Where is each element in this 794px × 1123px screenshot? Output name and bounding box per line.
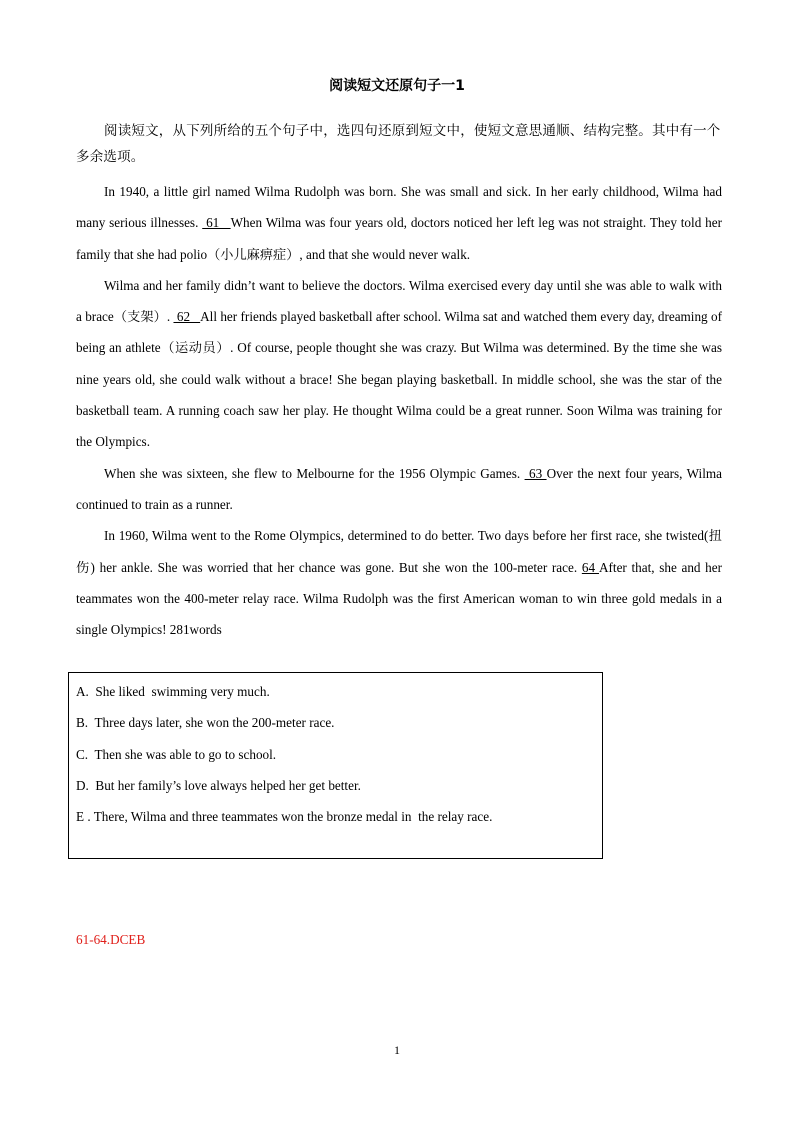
paragraph-text: In 1940, a little girl named Wilma Rudolph was born. She was small and sick. In her early childhood, Wilma had many serious illnesses. <box>76 184 722 231</box>
options-box <box>68 672 603 859</box>
paragraph-text: In 1960, Wilma went to the Rome Olympics, determined to do better. Two days before her first race, she twisted(扭伤) her ankle. She was worried that her chance was gone. But she won the 100-meter race. <box>76 528 722 575</box>
passage-paragraph-2 <box>76 270 722 458</box>
blank-62: 62 <box>173 309 201 325</box>
document-title: 阅读短文还原句子一1 <box>329 78 465 94</box>
paragraph-text: When she was sixteen, she flew to Melbourne for the 1956 Olympic Games. <box>104 465 525 481</box>
option-b: B. Three days later, she won the 200-meter race. <box>76 715 335 731</box>
page-number: 1 <box>394 1043 400 1057</box>
paragraph-text: When Wilma was four years old, doctors noticed her left leg was not straight. They told her family that she had polio（小儿麻痹症）, and that she would never walk. <box>76 215 722 262</box>
reading-passage <box>76 176 722 645</box>
instruction-text: 阅读短文，从下列所给的五个句子中，选四句还原到短文中，使短文意思通顺、结构完整。其中有一个多余选项。 <box>76 123 721 165</box>
options-list <box>76 676 492 832</box>
blank-64: 64 <box>581 559 599 575</box>
paragraph-text: All her friends played basketball after school. Wilma sat and watched them every day, dreaming of being an athlete（运动员）. Of course, people thought she was crazy. But Wilma was determined. By the time she was nine years old, she could walk without a brace! She began playing basketball. In middle school, she was the star of the basketball team. A running coach saw her play. He thought Wilma could be a great runner. Soon Wilma was training for the Olympics. <box>76 309 722 450</box>
passage-paragraph-1 <box>76 176 722 270</box>
passage-paragraph-3 <box>76 458 722 521</box>
paragraph-text: After that, she and her teammates won the 400-meter relay race. Wilma Rudolph was the first American woman to win three gold medals in a single Olympics! 281words <box>76 559 723 638</box>
paragraph-text: Over the next four years, Wilma continued to train as a runner. <box>76 465 722 512</box>
blank-63: 63 <box>524 465 547 481</box>
passage-paragraph-4 <box>76 520 722 645</box>
option-e: E . There, Wilma and three teammates won the bronze medal in the relay race. <box>76 809 493 825</box>
paragraph-text: Wilma and her family didn’t want to believe the doctors. Wilma exercised every day until she was able to walk with a brace（支架）. <box>76 277 722 325</box>
blank-61: 61 <box>202 215 231 231</box>
option-d: D. But her family’s love always helped her get better. <box>76 777 361 793</box>
option-c: C. Then she was able to go to school. <box>76 746 277 762</box>
option-a: A. She liked swimming very much. <box>76 684 270 699</box>
answer-key: 61-64.DCEB <box>76 932 146 947</box>
